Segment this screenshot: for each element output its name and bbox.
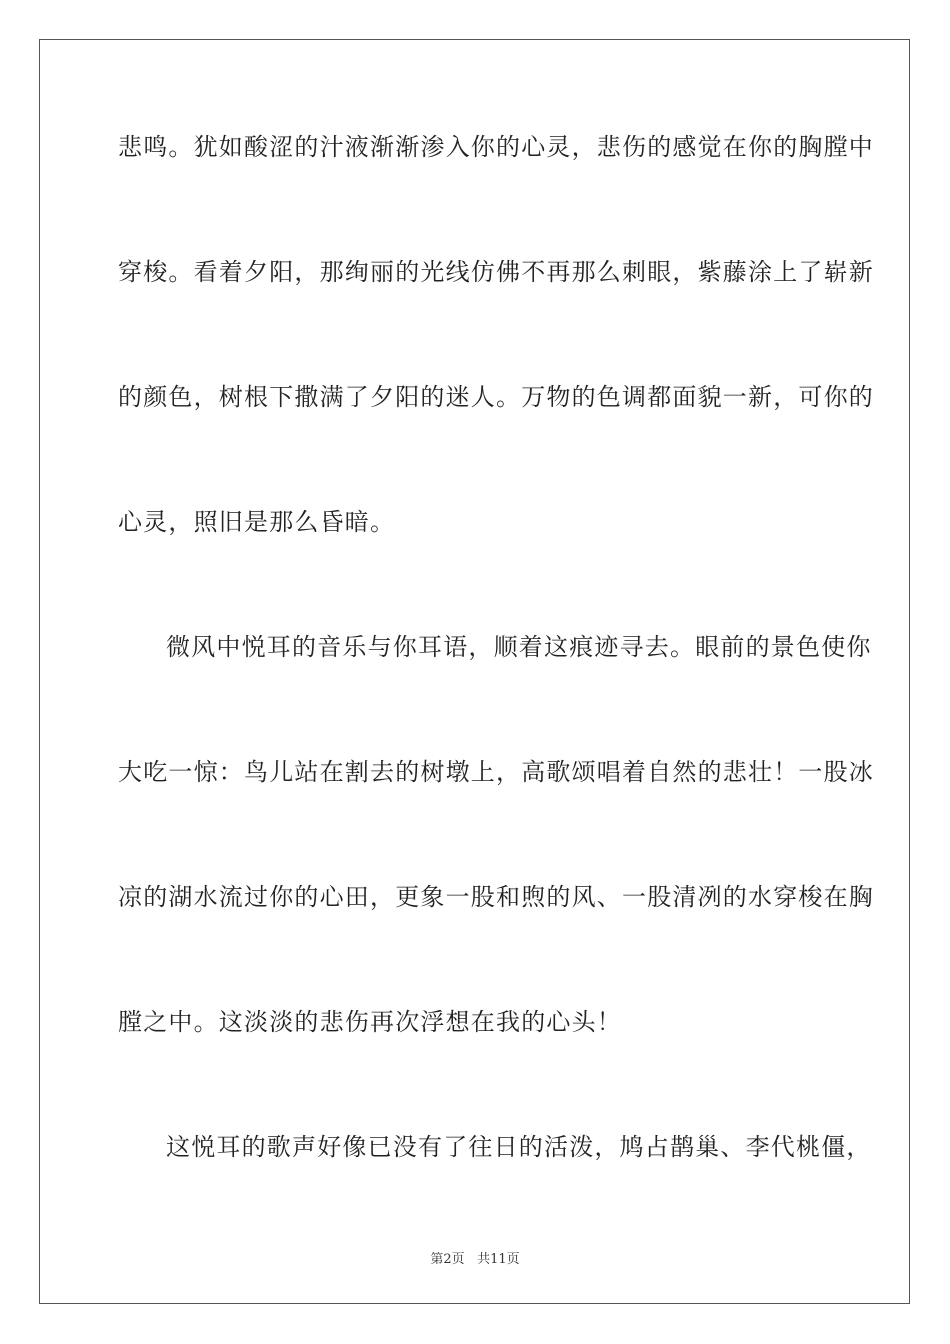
paragraph-start-line: 这悦耳的歌声好像已没有了往日的活泼，鸠占鹊巢、李代桃僵， (166, 1133, 872, 1161)
page-border (39, 39, 910, 1304)
text-line: 心灵，照旧是那么昏暗。 (118, 508, 396, 536)
text-line: 穿梭。看着夕阳，那绚丽的光线仿佛不再那么刺眼，紫藤涂上了崭新 (118, 258, 874, 286)
page-footer (0, 1248, 950, 1267)
page-number: 第2页 (430, 1252, 465, 1267)
text-line: 膛之中。这淡淡的悲伤再次浮想在我的心头！ (118, 1008, 622, 1036)
text-line: 凉的湖水流过你的心田，更象一股和煦的风、一股清冽的水穿梭在胸 (118, 883, 874, 911)
text-line: 的颜色，树根下撒满了夕阳的迷人。万物的色调都面貌一新，可你的 (118, 383, 874, 411)
page-total: 共11页 (477, 1252, 520, 1267)
text-line: 大吃一惊：鸟儿站在割去的树墩上，高歌颂唱着自然的悲壮！一股冰 (118, 758, 874, 786)
paragraph-start-line: 微风中悦耳的音乐与你耳语，顺着这痕迹寻去。眼前的景色使你 (166, 633, 872, 661)
text-line: 悲鸣。犹如酸涩的汁液渐渐渗入你的心灵，悲伤的感觉在你的胸膛中 (118, 133, 874, 161)
